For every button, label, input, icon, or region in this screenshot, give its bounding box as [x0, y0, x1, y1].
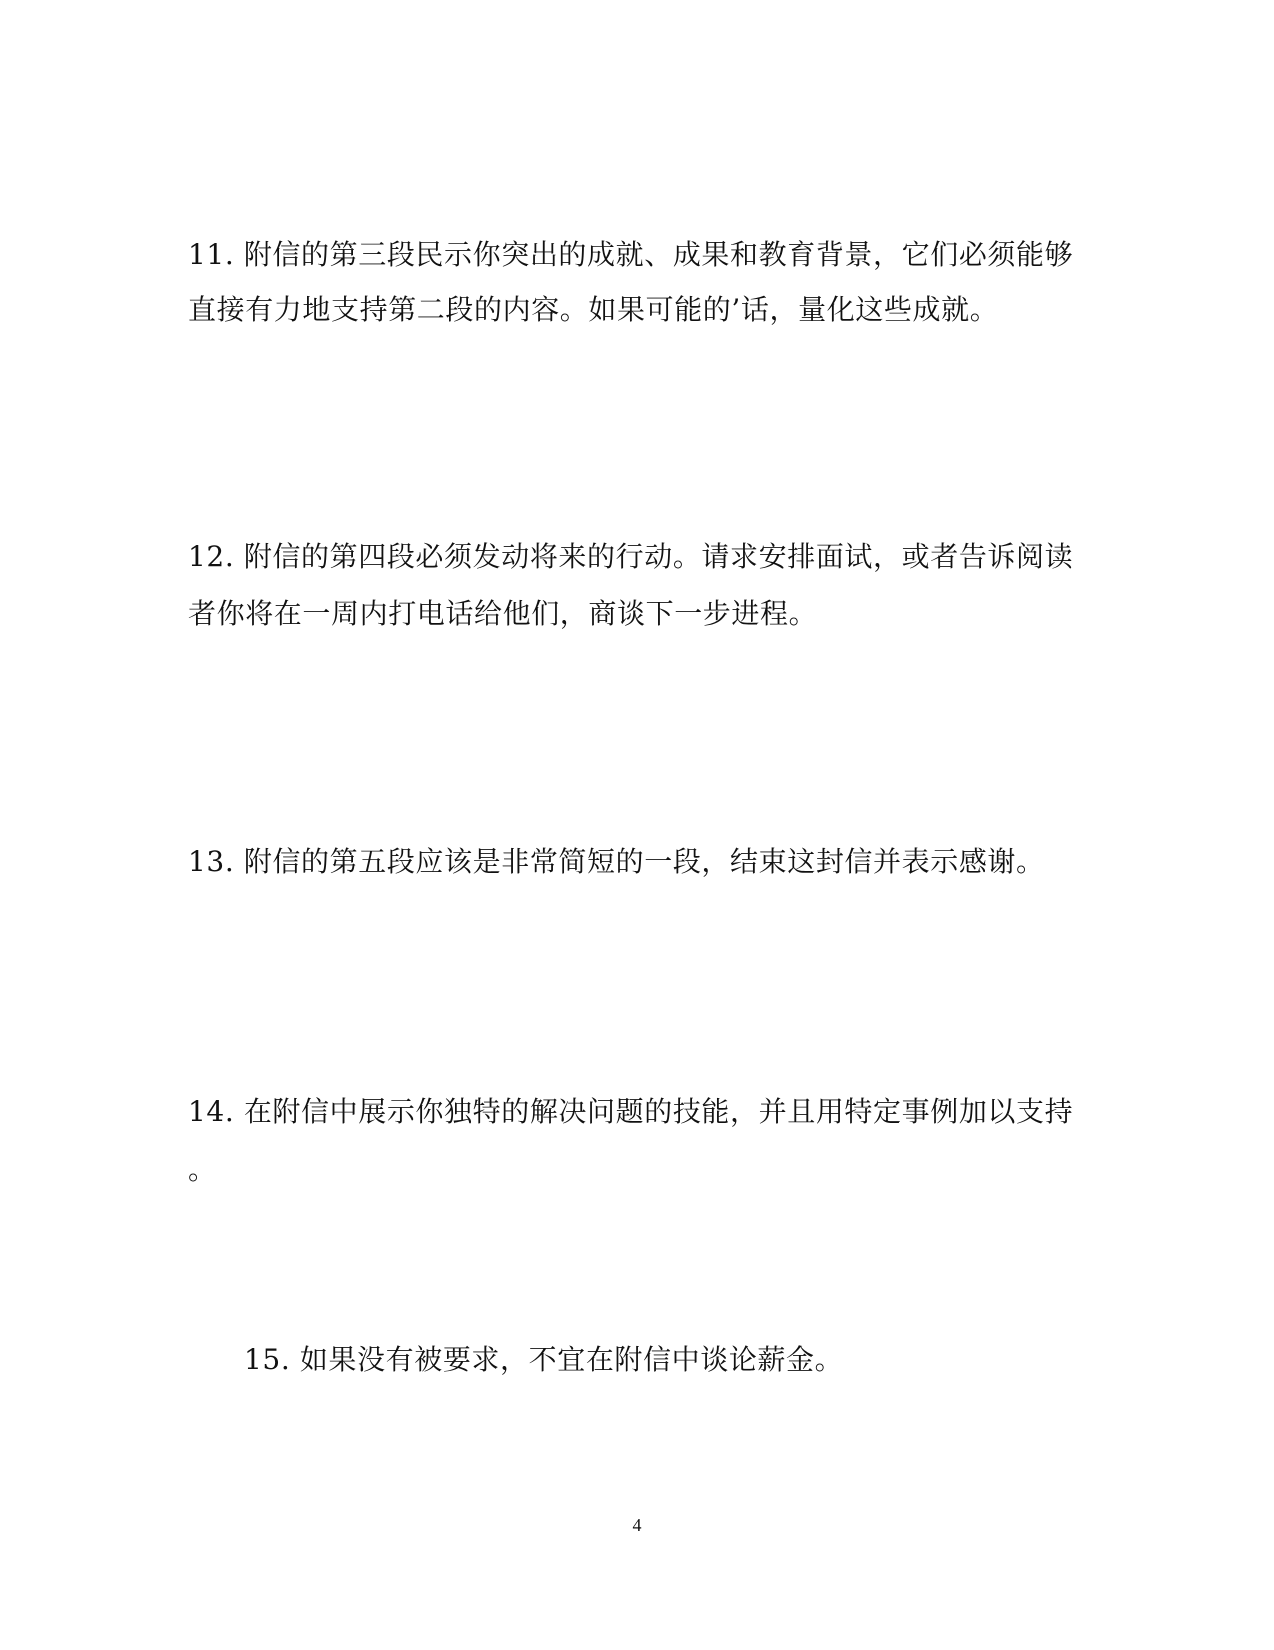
item-14-line-2: 。 [188, 1153, 217, 1186]
item-12-line-1: 12. 附信的第四段必须发动将来的行动。请求安排面试，或者告诉阅读 [188, 540, 1074, 573]
item-15-line-1: 15. 如果没有被要求，不宜在附信中谈论薪金。 [244, 1343, 844, 1376]
item-12-line-2: 者你将在一周内打电话给他们，商谈下一步进程。 [188, 597, 818, 630]
item-11-line-2: 直接有力地支持第二段的内容。如果可能的’话，量化这些成就。 [188, 293, 999, 326]
item-14-line-1: 14. 在附信中展示你独特的解决问题的技能，并且用特定事例加以支持 [188, 1095, 1074, 1128]
page-number: 4 [632, 1515, 642, 1535]
item-13-line-1: 13. 附信的第五段应该是非常简短的一段，结束这封信并表示感谢。 [188, 845, 1045, 878]
item-11-line-1: 11. 附信的第三段民示你突出的成就、成果和教育背景，它们必须能够 [188, 238, 1074, 271]
